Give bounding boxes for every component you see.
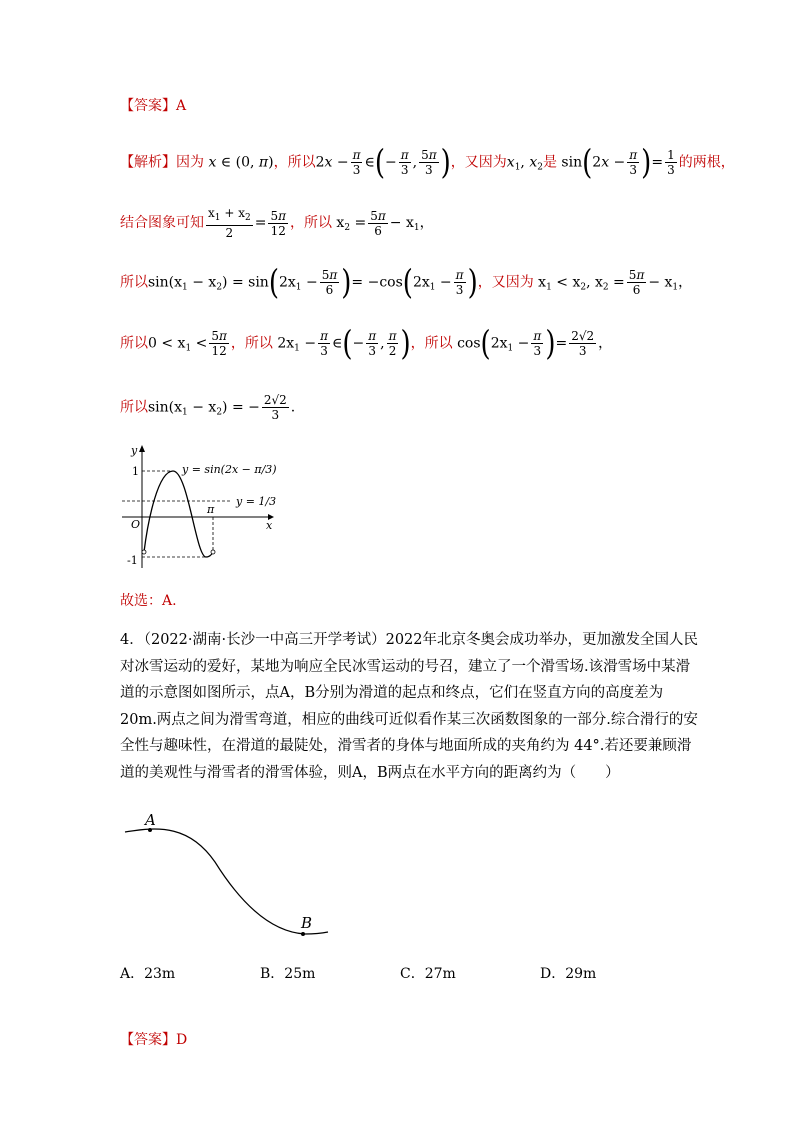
question-source: （2022·湖南·长沙一中高三开学考试）: [143, 632, 386, 648]
answer-tag: 【答案】: [120, 98, 176, 114]
question-text: 2022年北京冬奥会成功举办，更加激发全国人民对冰雪运动的爱好，某地为响应全民冰雪运动的号召，建立了一个滑雪场.该滑雪场中某滑道的示意图如图所示，点A，B分别为滑道的起点和终点，它们在竖直方向的高度差为 20m.两点之间为滑雪弯道，相应的曲线可近似看作某三次函数图象的一部分.综合滑行的安全性与趣味性，在滑道的最陡处，滑雪者的身体与地面所成的夹角约为 44°.若还要兼顾滑道的美观性与滑雪者的滑雪体验，则A，B两点在水平方向的距离约为（ ）: [120, 632, 699, 781]
analysis-line-2: 结合图象可知 $\frac{x_1 + x_2}{2}$ = $\frac{5\pi}{12}$ ，所以 $x_2$ = $\frac{5\pi}{6}$ − $x_1$，: [120, 206, 434, 240]
point-b-label: B: [301, 914, 313, 932]
analysis-line-4: 所以$0 < x_1$ < $\frac{5\pi}{12}$ ，所以 $2x_1$ − $\frac{\pi}{3}$ ∈(− $\frac{\pi}{3}$ , $\frac{\pi}{2}$ )，所以 $\cos(2x_1$ − $\frac{\pi}{3}$ )= $\frac{2√2}{3}$ ，: [120, 324, 613, 363]
answer-value: A: [176, 98, 187, 114]
y-axis-label: y: [131, 444, 138, 457]
y-axis-arrow: [139, 445, 145, 452]
answer-line-2: [120, 1030, 187, 1050]
answer-line-1: [120, 96, 186, 116]
slope-curve: [125, 829, 328, 934]
slope-figure: [120, 812, 335, 942]
analysis-line-5: 所以$\sin(x_1 - x_2)$ = − $\frac{2√2}{3}$ .: [120, 393, 296, 422]
choices: [120, 963, 680, 983]
question-4: [120, 627, 700, 786]
analysis-line-3: 所以$\sin(x_1 - x_2) = \sin(2x_1$ − $\frac{5\pi}{6}$ )= $-\cos(2x_1$ − $\frac{\pi}{3}$ )，又因为 $x_1 < x_2$, $x_2$ = $\frac{5\pi}{6}$ − $x_1$，: [120, 263, 693, 302]
x-axis-label: x: [266, 519, 273, 532]
origin-label: O: [131, 518, 141, 531]
curve-end-point: [211, 550, 215, 554]
tick-1-label: 1: [132, 465, 139, 478]
line-label: y = 1/3: [236, 495, 277, 508]
conclusion: 故选：A.: [120, 593, 177, 609]
tick-pi-label: π: [207, 503, 215, 516]
answer-tag-2: 【答案】: [120, 1032, 176, 1048]
tick-neg1-label: -1: [127, 554, 138, 567]
choice-a[interactable]: A．23m: [120, 966, 176, 982]
curve-start-point: [142, 550, 146, 554]
point-a-label: A: [145, 812, 156, 829]
sine-curve: [144, 471, 213, 557]
question-number: 4．: [120, 632, 144, 648]
choice-c[interactable]: C．27m: [400, 966, 456, 982]
curve-label: y = sin(2x − π/3): [182, 463, 277, 476]
point-b-marker: [301, 932, 305, 936]
analysis-tag: 【解析】: [120, 154, 176, 171]
choice-d[interactable]: D．29m: [540, 966, 597, 982]
analysis-line-1: 【解析】因为 x ∈ (0, π)，所以2x − $\frac{\pi}{3}$ ∈(− $\frac{\pi}{3}$ , $\frac{5\pi}{3}$ )，又因为$x_1$, $x_2$是 sin(2x − $\frac{\pi}{3}$ )= $\frac{1}{3}$ 的两根，: [120, 143, 735, 182]
answer-value-2: D: [176, 1032, 188, 1048]
choice-b[interactable]: B．25m: [260, 966, 316, 982]
sine-graph: [118, 440, 288, 575]
